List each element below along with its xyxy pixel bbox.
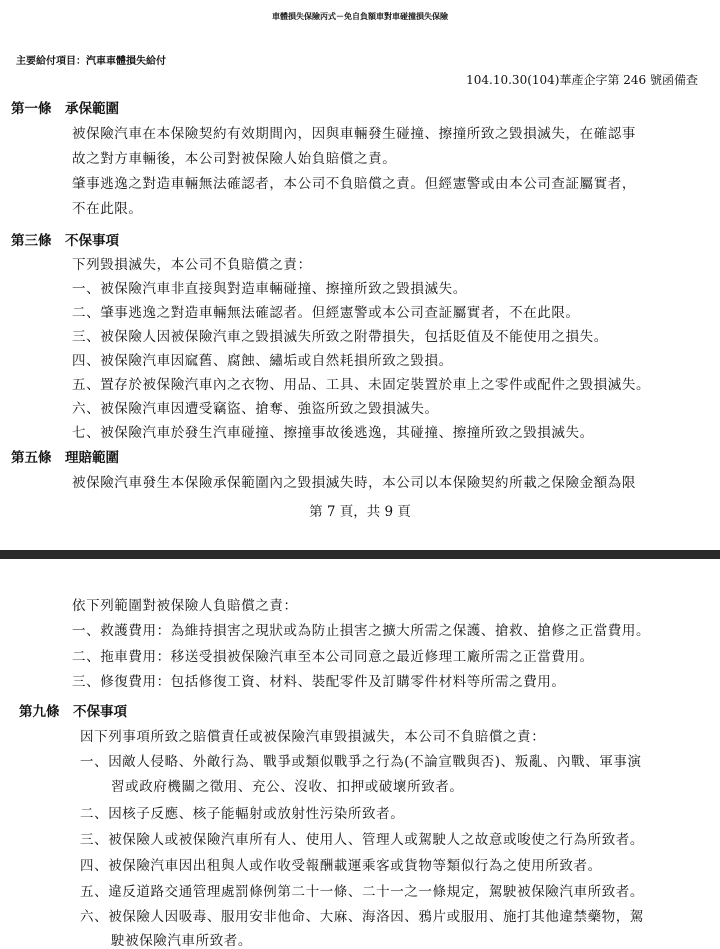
article-9-line: 六、被保險人因吸毒、服用安非他命、大麻、海洛因、鴉片或服用、施打其他違禁藥物，駕 — [80, 909, 644, 925]
article-9-line: 二、因核子反應、核子能輻射或放射性污染所致者。 — [80, 806, 405, 822]
article-5-continued-line: 依下列範圍對被保險人負賠償之責： — [72, 598, 298, 614]
document-reference-number: 104.10.30(104)華產企字第 246 號函備查 — [466, 73, 698, 87]
article-5-continued-line: 一、救護費用：為維持損害之現狀或為防止損害之擴大所需之保護、搶救、搶修之正當費用。 — [72, 623, 651, 639]
article-9-line: 五、違反道路交通管理處罰條例第二十一條、二十一之一條規定，駕駛被保險汽車所致者。 — [80, 884, 644, 900]
article-9-line: 一、因敵人侵略、外敵行為、戰爭或類似戰爭之行為(不論宣戰與否)、叛亂、內戰、軍事演 — [80, 754, 642, 770]
article-3-line: 三、被保險人因被保險汽車之毀損滅失所致之附帶損失，包括貶值及不能使用之損失。 — [72, 329, 608, 345]
article-5-line: 被保險汽車發生本保險承保範圍內之毀損滅失時，本公司以本保險契約所載之保險金額為限 — [72, 475, 636, 491]
page-number: 第 7 頁，共 9 頁 — [309, 504, 411, 520]
article-3-line: 下列毀損滅失，本公司不負賠償之責： — [72, 257, 312, 273]
article-1-heading: 第一條 承保範圍 — [11, 101, 119, 117]
article-9-line: 三、被保險人或被保險汽車所有人、使用人、管理人或駕駛人之故意或唆使之行為所致者。 — [80, 832, 644, 848]
document-title: 車體損失保險丙式－免自負額車對車碰撞損失保險 — [272, 11, 448, 21]
article-3-line: 五、置存於被保險汽車內之衣物、用品、工具、未固定裝置於車上之零件或配件之毀損滅失。 — [72, 377, 651, 393]
article-3-line: 一、被保險汽車非直接與對造車輛碰撞、擦撞所致之毀損滅失。 — [72, 281, 467, 297]
article-3-line: 二、肇事逃逸之對造車輛無法確認者。但經憲警或本公司查証屬實者，不在此限。 — [72, 305, 580, 321]
article-3-line: 四、被保險汽車因窳舊、腐蝕、繡垢或自然耗損所致之毀損。 — [72, 353, 453, 369]
article-3-heading: 第三條 不保事項 — [11, 233, 119, 249]
article-5-continued-line: 二、拖車費用：移送受損被保險汽車至本公司同意之最近修理工廠所需之正當費用。 — [72, 649, 594, 665]
document-page-2 — [0, 559, 720, 949]
article-9-heading: 第九條 不保事項 — [19, 704, 127, 720]
article-5-heading: 第五條 理賠範圍 — [11, 450, 119, 466]
article-3-line: 七、被保險汽車於發生汽車碰撞、擦撞事故後逃逸，其碰撞、擦撞所致之毀損滅失。 — [72, 425, 594, 441]
page-divider — [0, 550, 720, 559]
article-9-line: 習或政府機關之徵用、充公、沒收、扣押或破壞所致者。 — [111, 779, 464, 795]
article-3-line: 六、被保險汽車因遭受竊盜、搶奪、強盜所致之毀損滅失。 — [72, 401, 439, 417]
article-1-line: 肇事逃逸之對造車輛無法確認者，本公司不負賠償之責。但經憲警或由本公司查証屬實者， — [72, 176, 636, 192]
article-1-line: 故之對方車輛後，本公司對被保險人始負賠償之責。 — [72, 151, 397, 167]
article-1-line: 不在此限。 — [72, 201, 143, 217]
article-9-line: 四、被保險汽車因出租與人或作收受報酬載運乘客或貨物等類似行為之使用所致者。 — [80, 858, 602, 874]
article-9-line: 駛被保險汽車所致者。 — [111, 933, 252, 949]
main-benefit-item: 主要給付項目：汽車車體損失給付 — [16, 56, 166, 67]
article-1-line: 被保險汽車在本保險契約有效期間內，因與車輛發生碰撞、擦撞所致之毀損滅失，在確認事 — [72, 126, 636, 142]
article-5-continued-line: 三、修復費用：包括修復工資、材料、裝配零件及訂購零件材料等所需之費用。 — [72, 674, 566, 690]
article-9-line: 因下列事項所致之賠償責任或被保險汽車毀損滅失，本公司不負賠償之責： — [80, 729, 546, 745]
